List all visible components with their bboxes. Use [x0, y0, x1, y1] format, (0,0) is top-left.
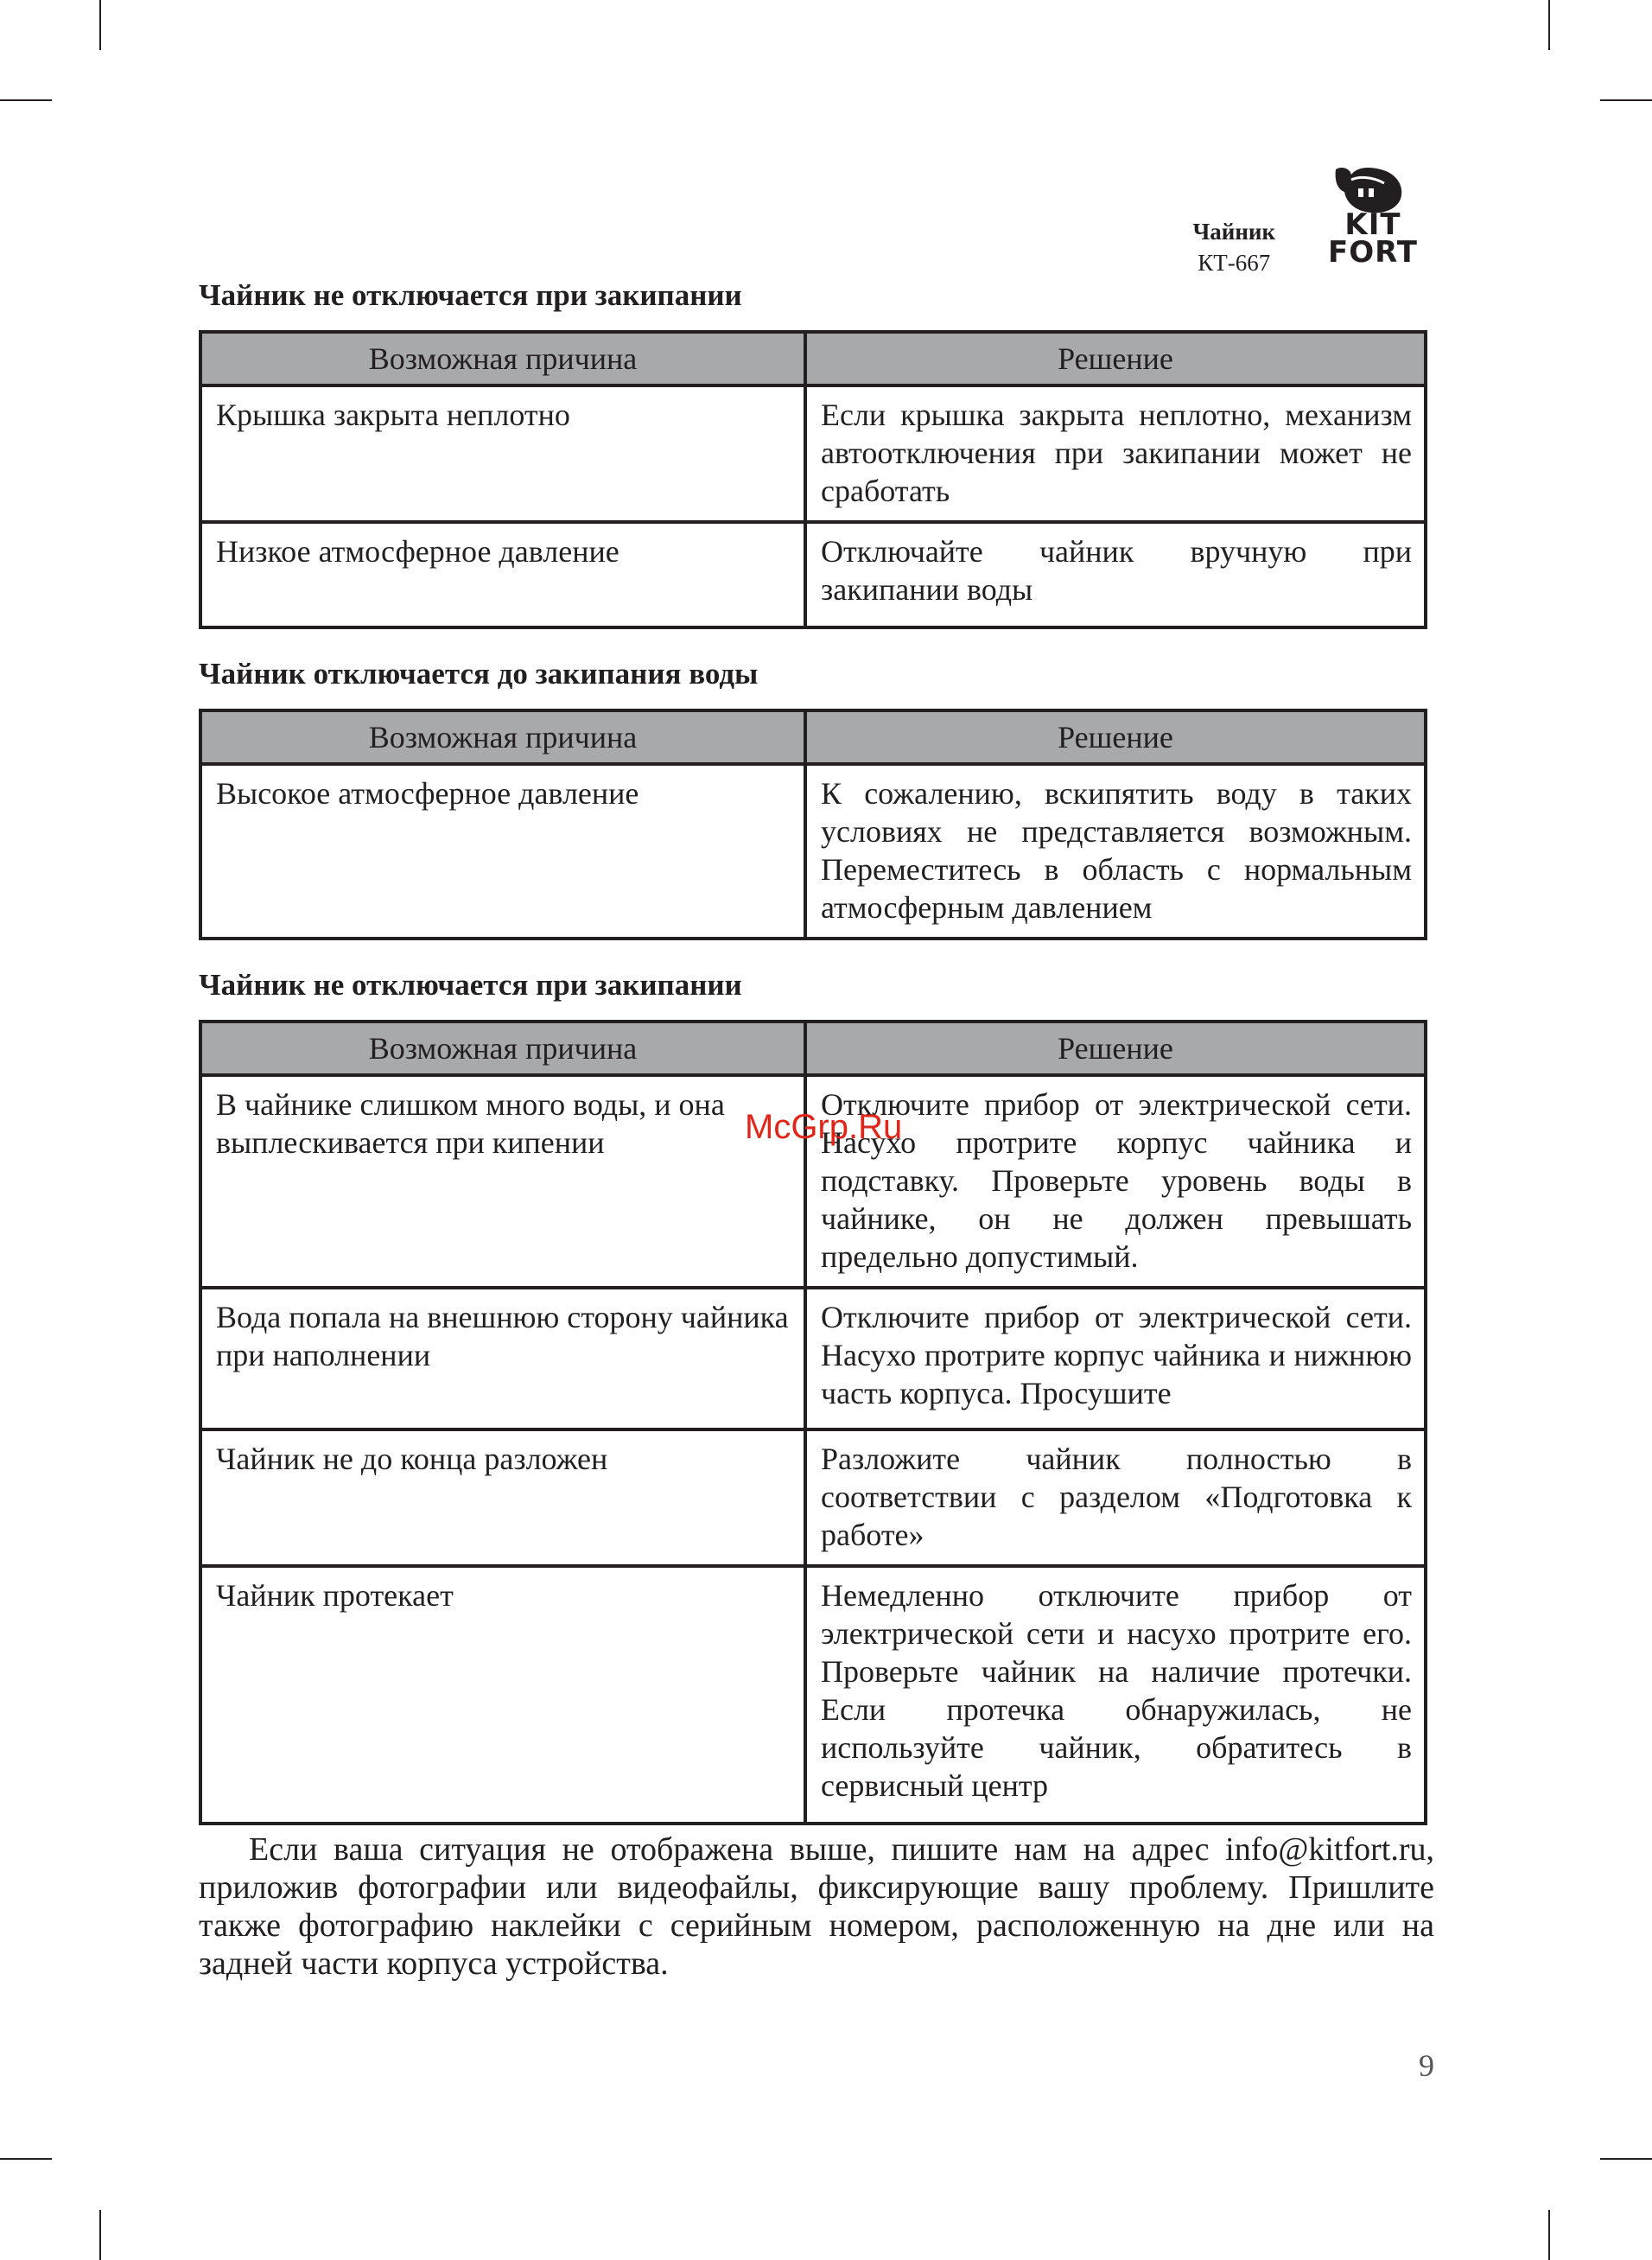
table-row — [200, 522, 1426, 627]
solution-cell: Если крышка закрыта неплотно, механизм автоотключения при закипании может не сработать — [805, 385, 1426, 522]
support-note: Если ваша ситуация не отображена выше, пишите нам на адрес info@kitfort.ru, приложив фотографии или видеофайлы, фиксирующие вашу проблему. Пришлите также фотографию наклейки с серийным номером, расположенную на дне или на задней части корпуса устройства. — [199, 1831, 1434, 1982]
cause-cell: Чайник не до конца разложен — [200, 1429, 805, 1566]
cause-cell: Низкое атмосферное давление — [200, 522, 805, 627]
column-header-solution: Решение — [805, 332, 1426, 385]
crop-mark — [1600, 2158, 1652, 2160]
solution-cell: Отключите прибор от электрической сети. Насухо протрите корпус чайника и нижнюю часть корпуса. Просушите — [805, 1288, 1426, 1429]
table-row — [200, 1288, 1426, 1429]
cause-cell: Вода попала на внешнюю сторону чайника при наполнении — [200, 1288, 805, 1429]
cause-cell: Чайник протекает — [200, 1566, 805, 1824]
crop-mark — [1548, 2210, 1550, 2260]
solution-cell: Немедленно отключите прибор от электрической сети и насухо протрите его. Проверьте чайник на наличие протечки. Если протечка обнаружилась, не используйте чайник, обратитесь в сервисный центр — [805, 1566, 1426, 1824]
table-header-row — [200, 1022, 1426, 1075]
section-title: Чайник не отключается при закипании — [199, 968, 742, 1002]
table-row — [200, 764, 1426, 939]
table-row — [200, 1429, 1426, 1566]
crop-mark — [0, 2158, 52, 2160]
solution-cell: Отключите прибор от электрической сети. Насухо протрите корпус чайника и подставку. Проверьте уровень воды в чайнике, он не должен превышать предельно допустимый. — [805, 1075, 1426, 1288]
crop-mark — [1548, 0, 1550, 50]
table-header-row — [200, 710, 1426, 764]
cause-cell: В чайнике слишком много воды, и она выплескивается при кипении — [200, 1075, 805, 1288]
crop-mark — [99, 2210, 101, 2260]
table-row — [200, 1075, 1426, 1288]
page-header — [1083, 164, 1429, 277]
column-header-cause: Возможная причина — [200, 332, 805, 385]
section-title: Чайник отключается до закипания воды — [199, 657, 759, 691]
crop-mark — [99, 0, 101, 50]
table-row — [200, 385, 1426, 522]
cause-cell: Высокое атмосферное давление — [200, 764, 805, 939]
section-title: Чайник не отключается при закипании — [199, 278, 742, 312]
column-header-cause: Возможная причина — [200, 710, 805, 764]
product-model: КТ-667 — [1198, 250, 1271, 276]
crop-mark — [1600, 99, 1652, 101]
page-number: 9 — [1419, 2048, 1434, 2083]
column-header-cause: Возможная причина — [200, 1022, 805, 1075]
solution-cell: К сожалению, вскипятить воду в таких условиях не представляется возможным. Переместитесь в область с нормальным атмосферным давлением — [805, 764, 1426, 939]
brand-wordmark: KIT FORT — [1328, 207, 1418, 270]
table-header-row — [200, 332, 1426, 385]
troubleshooting-table — [199, 709, 1427, 940]
product-name: Чайник — [1192, 219, 1275, 245]
troubleshooting-table — [199, 330, 1427, 629]
watermark: McGrp.Ru — [745, 1108, 903, 1146]
solution-cell: Разложите чайник полностью в соответствии с разделом «Подготовка к работе» — [805, 1429, 1426, 1566]
product-label — [1192, 216, 1275, 278]
cause-cell: Крышка закрыта неплотно — [200, 385, 805, 522]
solution-cell: Отключайте чайник вручную при закипании воды — [805, 522, 1426, 627]
crop-mark — [0, 99, 52, 101]
column-header-solution: Решение — [805, 1022, 1426, 1075]
table-row — [200, 1566, 1426, 1824]
column-header-solution: Решение — [805, 710, 1426, 764]
kitfort-logo — [1317, 164, 1429, 277]
